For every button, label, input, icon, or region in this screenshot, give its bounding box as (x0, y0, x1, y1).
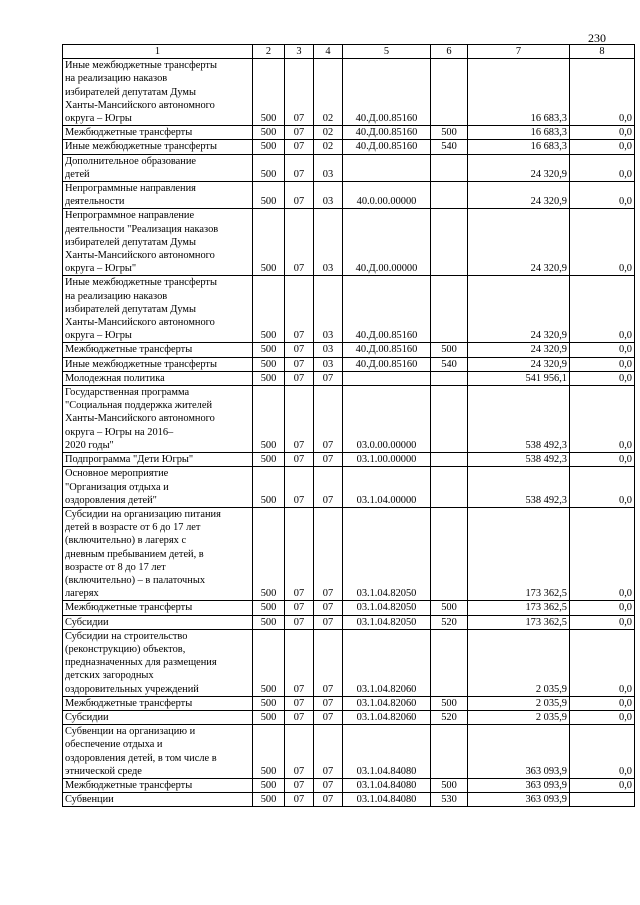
amount-cell: 363 093,9 (468, 793, 570, 807)
table-row (63, 725, 635, 779)
expense-type-cell (431, 209, 468, 276)
table-row (63, 507, 635, 600)
target-article-cell: 03.1.04.84080 (343, 725, 431, 779)
target-article-cell: 40.Д.00.85160 (343, 126, 431, 140)
section-cell: 07 (285, 629, 314, 696)
subsection-cell: 07 (314, 507, 343, 600)
section-cell: 07 (285, 126, 314, 140)
column-header: 7 (468, 45, 570, 59)
amount-cell: 173 362,5 (468, 507, 570, 600)
row-name-cell: Межбюджетные трансферты (63, 778, 253, 792)
target-article-cell: 40.Д.00.85160 (343, 59, 431, 126)
subsection-cell: 03 (314, 182, 343, 209)
expense-type-cell (431, 154, 468, 181)
column-header: 4 (314, 45, 343, 59)
row-name-cell: Субсидии на организацию питания детей в возрасте от 6 до 17 лет (включительно) в лагерях с дневным пребыванием детей, в возрасте от 8 до 17 лет (включительно) – в палаточных лагерях (63, 507, 253, 600)
expense-type-cell (431, 276, 468, 343)
column-header: 8 (570, 45, 635, 59)
column-header: 3 (285, 45, 314, 59)
amount-cell: 16 683,3 (468, 140, 570, 154)
target-article-cell: 03.1.04.84080 (343, 793, 431, 807)
target-article-cell: 03.1.04.82050 (343, 507, 431, 600)
amount2-cell: 0,0 (570, 601, 635, 615)
amount-cell: 16 683,3 (468, 59, 570, 126)
code-cell: 500 (253, 778, 285, 792)
amount-cell: 24 320,9 (468, 357, 570, 371)
row-name-cell: Непрограммное направление деятельности "Реализация наказов избирателей депутатам Думы Ханты-Мансийского автономного округа – Югры" (63, 209, 253, 276)
code-cell: 500 (253, 182, 285, 209)
amount-cell: 173 362,5 (468, 615, 570, 629)
row-name-cell: Иные межбюджетные трансферты (63, 140, 253, 154)
expense-type-cell (431, 507, 468, 600)
code-cell: 500 (253, 453, 285, 467)
table-row (63, 343, 635, 357)
row-name-cell: Межбюджетные трансферты (63, 126, 253, 140)
table-row (63, 629, 635, 696)
column-header: 1 (63, 45, 253, 59)
section-cell: 07 (285, 696, 314, 710)
section-cell: 07 (285, 710, 314, 724)
code-cell: 500 (253, 154, 285, 181)
table-row (63, 371, 635, 385)
row-name-cell: Дополнительное образование детей (63, 154, 253, 181)
target-article-cell: 03.1.00.00000 (343, 453, 431, 467)
section-cell: 07 (285, 209, 314, 276)
table-row (63, 182, 635, 209)
target-article-cell: 03.1.04.82060 (343, 629, 431, 696)
amount2-cell: 0,0 (570, 343, 635, 357)
amount2-cell: 0,0 (570, 276, 635, 343)
amount2-cell: 0,0 (570, 467, 635, 508)
expense-type-cell: 520 (431, 615, 468, 629)
amount-cell: 24 320,9 (468, 276, 570, 343)
section-cell: 07 (285, 778, 314, 792)
subsection-cell: 07 (314, 793, 343, 807)
row-name-cell: Иные межбюджетные трансферты на реализацию наказов избирателей депутатам Думы Ханты-Мансийского автономного округа – Югры (63, 276, 253, 343)
column-header: 2 (253, 45, 285, 59)
section-cell: 07 (285, 182, 314, 209)
amount2-cell: 0,0 (570, 209, 635, 276)
column-header: 6 (431, 45, 468, 59)
section-cell: 07 (285, 467, 314, 508)
subsection-cell: 07 (314, 629, 343, 696)
amount2-cell: 0,0 (570, 725, 635, 779)
row-name-cell: Иные межбюджетные трансферты на реализацию наказов избирателей депутатам Думы Ханты-Мансийского автономного округа – Югры (63, 59, 253, 126)
amount2-cell: 0,0 (570, 507, 635, 600)
amount2-cell: 0,0 (570, 710, 635, 724)
section-cell: 07 (285, 59, 314, 126)
subsection-cell: 03 (314, 154, 343, 181)
expense-type-cell: 500 (431, 601, 468, 615)
subsection-cell: 07 (314, 615, 343, 629)
amount-cell: 16 683,3 (468, 126, 570, 140)
subsection-cell: 02 (314, 126, 343, 140)
amount2-cell: 0,0 (570, 59, 635, 126)
section-cell: 07 (285, 154, 314, 181)
target-article-cell: 03.1.04.84080 (343, 778, 431, 792)
subsection-cell: 03 (314, 357, 343, 371)
expense-type-cell: 500 (431, 696, 468, 710)
section-cell: 07 (285, 357, 314, 371)
target-article-cell: 03.0.00.00000 (343, 386, 431, 453)
table-row (63, 154, 635, 181)
amount-cell: 2 035,9 (468, 629, 570, 696)
subsection-cell: 07 (314, 710, 343, 724)
code-cell: 500 (253, 140, 285, 154)
section-cell: 07 (285, 453, 314, 467)
row-name-cell: Субсидии (63, 615, 253, 629)
row-name-cell: Субсидии на строительство (реконструкцию) объектов, предназначенных для размещения детских загородных оздоровительных учреждений (63, 629, 253, 696)
amount-cell: 24 320,9 (468, 182, 570, 209)
target-article-cell (343, 154, 431, 181)
table-row (63, 615, 635, 629)
target-article-cell: 03.1.04.00000 (343, 467, 431, 508)
subsection-cell: 02 (314, 59, 343, 126)
section-cell: 07 (285, 507, 314, 600)
section-cell: 07 (285, 793, 314, 807)
subsection-cell: 03 (314, 343, 343, 357)
expense-type-cell: 530 (431, 793, 468, 807)
target-article-cell (343, 371, 431, 385)
subsection-cell: 07 (314, 601, 343, 615)
target-article-cell: 40.Д.00.00000 (343, 209, 431, 276)
expense-type-cell (431, 386, 468, 453)
amount-cell: 24 320,9 (468, 343, 570, 357)
row-name-cell: Межбюджетные трансферты (63, 696, 253, 710)
code-cell: 500 (253, 696, 285, 710)
table-row (63, 467, 635, 508)
subsection-cell: 03 (314, 276, 343, 343)
subsection-cell: 07 (314, 778, 343, 792)
table-row (63, 710, 635, 724)
amount-cell: 538 492,3 (468, 467, 570, 508)
expense-type-cell (431, 453, 468, 467)
target-article-cell: 03.1.04.82060 (343, 696, 431, 710)
code-cell: 500 (253, 793, 285, 807)
amount-cell: 363 093,9 (468, 778, 570, 792)
expense-type-cell (431, 629, 468, 696)
table-row (63, 778, 635, 792)
amount-cell: 538 492,3 (468, 386, 570, 453)
code-cell: 500 (253, 615, 285, 629)
target-article-cell: 40.0.00.00000 (343, 182, 431, 209)
section-cell: 07 (285, 725, 314, 779)
code-cell: 500 (253, 386, 285, 453)
amount2-cell: 0,0 (570, 615, 635, 629)
amount-cell: 24 320,9 (468, 154, 570, 181)
subsection-cell: 07 (314, 386, 343, 453)
subsection-cell: 07 (314, 467, 343, 508)
code-cell: 500 (253, 467, 285, 508)
expense-type-cell: 540 (431, 357, 468, 371)
column-header: 5 (343, 45, 431, 59)
amount2-cell: 0,0 (570, 386, 635, 453)
table-row (63, 59, 635, 126)
row-name-cell: Подпрограмма "Дети Югры" (63, 453, 253, 467)
row-name-cell: Основное мероприятие "Организация отдыха и оздоровления детей" (63, 467, 253, 508)
table-row (63, 209, 635, 276)
amount2-cell: 0,0 (570, 629, 635, 696)
table-row (63, 276, 635, 343)
expense-type-cell: 500 (431, 778, 468, 792)
amount-cell: 24 320,9 (468, 209, 570, 276)
expense-type-cell: 540 (431, 140, 468, 154)
amount2-cell: 0,0 (570, 778, 635, 792)
row-name-cell: Субсидии (63, 710, 253, 724)
subsection-cell: 07 (314, 696, 343, 710)
section-cell: 07 (285, 615, 314, 629)
target-article-cell: 03.1.04.82060 (343, 710, 431, 724)
target-article-cell: 40.Д.00.85160 (343, 357, 431, 371)
amount-cell: 541 956,1 (468, 371, 570, 385)
table-row (63, 601, 635, 615)
code-cell: 500 (253, 507, 285, 600)
table-row (63, 453, 635, 467)
subsection-cell: 02 (314, 140, 343, 154)
row-name-cell: Субвенции на организацию и обеспечение отдыха и оздоровления детей, в том числе в этнической среде (63, 725, 253, 779)
code-cell: 500 (253, 710, 285, 724)
code-cell: 500 (253, 371, 285, 385)
row-name-cell: Непрограммные направления деятельности (63, 182, 253, 209)
code-cell: 500 (253, 343, 285, 357)
target-article-cell: 03.1.04.82050 (343, 601, 431, 615)
amount2-cell: 0,0 (570, 696, 635, 710)
table-row (63, 126, 635, 140)
amount-cell: 2 035,9 (468, 710, 570, 724)
table-row (63, 357, 635, 371)
budget-table (62, 44, 635, 807)
table-row (63, 696, 635, 710)
amount-cell: 538 492,3 (468, 453, 570, 467)
expense-type-cell: 520 (431, 710, 468, 724)
amount2-cell: 0,0 (570, 453, 635, 467)
row-name-cell: Межбюджетные трансферты (63, 601, 253, 615)
expense-type-cell (431, 371, 468, 385)
code-cell: 500 (253, 276, 285, 343)
subsection-cell: 07 (314, 453, 343, 467)
row-name-cell: Субвенции (63, 793, 253, 807)
subsection-cell: 07 (314, 725, 343, 779)
amount2-cell: 0,0 (570, 140, 635, 154)
target-article-cell: 03.1.04.82050 (343, 615, 431, 629)
expense-type-cell: 500 (431, 343, 468, 357)
target-article-cell: 40.Д.00.85160 (343, 276, 431, 343)
amount2-cell: 0,0 (570, 126, 635, 140)
section-cell: 07 (285, 140, 314, 154)
row-name-cell: Молодежная политика (63, 371, 253, 385)
amount2-cell: 0,0 (570, 371, 635, 385)
code-cell: 500 (253, 59, 285, 126)
row-name-cell: Государственная программа "Социальная поддержка жителей Ханты-Мансийского автономного округа – Югры на 2016– 2020 годы" (63, 386, 253, 453)
code-cell: 500 (253, 126, 285, 140)
table-row (63, 386, 635, 453)
subsection-cell: 07 (314, 371, 343, 385)
target-article-cell: 40.Д.00.85160 (343, 140, 431, 154)
code-cell: 500 (253, 725, 285, 779)
amount2-cell: 0,0 (570, 154, 635, 181)
expense-type-cell: 500 (431, 126, 468, 140)
section-cell: 07 (285, 386, 314, 453)
code-cell: 500 (253, 601, 285, 615)
section-cell: 07 (285, 601, 314, 615)
amount2-cell (570, 793, 635, 807)
amount-cell: 363 093,9 (468, 725, 570, 779)
code-cell: 500 (253, 209, 285, 276)
expense-type-cell (431, 59, 468, 126)
row-name-cell: Иные межбюджетные трансферты (63, 357, 253, 371)
table-header-row (63, 45, 635, 59)
amount2-cell: 0,0 (570, 357, 635, 371)
amount-cell: 2 035,9 (468, 696, 570, 710)
table-row (63, 140, 635, 154)
code-cell: 500 (253, 629, 285, 696)
table-row (63, 793, 635, 807)
section-cell: 07 (285, 343, 314, 357)
code-cell: 500 (253, 357, 285, 371)
subsection-cell: 03 (314, 209, 343, 276)
section-cell: 07 (285, 371, 314, 385)
section-cell: 07 (285, 276, 314, 343)
expense-type-cell (431, 725, 468, 779)
page-number: 230 (588, 31, 606, 45)
expense-type-cell (431, 467, 468, 508)
amount-cell: 173 362,5 (468, 601, 570, 615)
expense-type-cell (431, 182, 468, 209)
amount2-cell: 0,0 (570, 182, 635, 209)
row-name-cell: Межбюджетные трансферты (63, 343, 253, 357)
target-article-cell: 40.Д.00.85160 (343, 343, 431, 357)
